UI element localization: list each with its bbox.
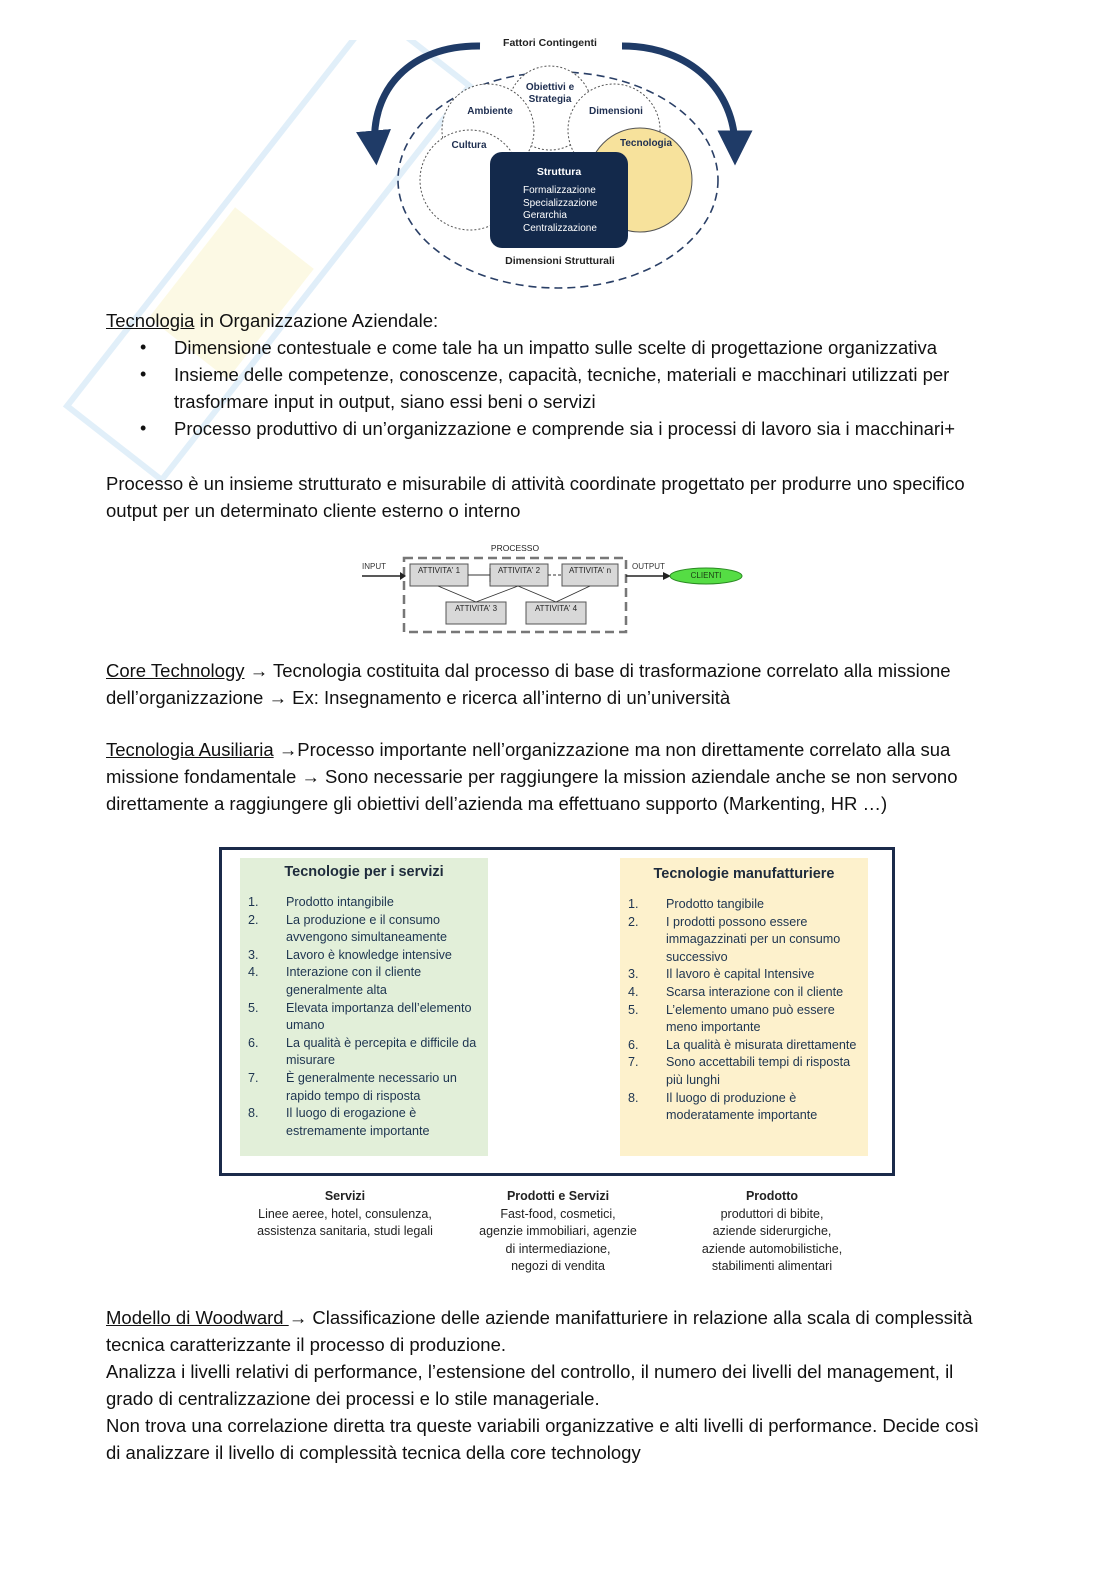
attivita-3-label: ATTIVITA' 3 <box>454 604 498 613</box>
tech-list-item <box>620 1054 868 1089</box>
spectrum-title: Prodotti e Servizi <box>506 1189 610 1203</box>
item-text: Prodotto tangibile <box>666 897 765 911</box>
core-technology-paragraph: Core Technology → Tecnologia costituita dal processo di base di trasformazione correlato alla missione dell’organizzazione → Ex: Insegnamento e ricerca all’interno di un’università <box>106 660 951 708</box>
attivita-1-label: ATTIVITA' 1 <box>417 566 461 575</box>
tech-list-item <box>620 1002 868 1037</box>
item-number: 7. <box>628 1055 639 1070</box>
item-number: 8. <box>248 1106 259 1121</box>
dimensioni-label: Dimensioni <box>589 106 643 117</box>
spectrum-title: Servizi <box>324 1189 366 1203</box>
attivita-n-label: ATTIVITA' n <box>568 566 612 575</box>
manufacturing-title: Tecnologie manufatturiere <box>653 866 835 882</box>
spectrum-servizi: Servizi Linee aeree, hotel, consulenza, assistenza sanitaria, studi legali <box>257 1189 433 1238</box>
item-number: 7. <box>248 1070 259 1085</box>
item-number: 4. <box>628 984 639 999</box>
item-text: Il lavoro è capital Intensive <box>666 967 815 982</box>
item-number: 3. <box>628 967 639 982</box>
process-diagram <box>360 540 760 640</box>
tech-list-item <box>620 1090 868 1125</box>
item-text: Il luogo di produzione è moderatamente importante <box>666 1090 818 1123</box>
obiettivi-label: Obiettivi e Strategia <box>525 82 575 105</box>
attivita-4-label: ATTIVITA' 4 <box>534 604 578 613</box>
item-text: L’elemento umano può essere meno importante <box>666 1002 835 1035</box>
item-text: Sono accettabili tempi di risposta più lunghi <box>666 1055 851 1087</box>
section-tecnologia <box>106 307 1006 442</box>
item-number: 2. <box>248 912 259 927</box>
bullet-item: • Insieme delle competenze, conoscenze, capacità, tecniche, materiali e macchinari utilizzati per trasformare input in output, siano essi beni o servizi <box>106 361 1006 415</box>
bullet-item: • Processo produttivo di un’organizzazione e comprende sia i processi di lavoro sia i macchinari+ <box>106 415 1006 442</box>
item-number: 6. <box>248 1035 259 1050</box>
tech-list-item <box>240 1035 488 1070</box>
item-text: È generalmente necessario un rapido tempo di risposta <box>286 1070 457 1103</box>
item-text: La qualità è misurata direttamente <box>666 1037 857 1052</box>
item-number: 3. <box>248 947 259 962</box>
structure-diagram <box>330 30 770 290</box>
spectrum-title: Prodotto <box>745 1189 799 1203</box>
item-text: Prodotto intangibile <box>286 895 394 909</box>
woodward-paragraph: Modello di Woodward → Classificazione delle aziende manifatturiere in relazione alla scala di complessità tecnica caratterizzante il processo di produzione. Analizza i livelli relativi di performance, l’estensione del controllo, il numero dei livelli del management, il grado di centralizzazione dei processi e lo stile manageriale. Non trova una correlazione diretta tra queste variabili organizzative e alti livelli di performance. Decide così di analizzare il livello di complessità tecnica della core technology <box>106 1307 980 1463</box>
struttura-title: Struttura <box>536 166 582 178</box>
struttura-items <box>523 185 598 235</box>
cultura-label: Cultura <box>451 140 487 151</box>
item-number: 8. <box>628 1090 639 1105</box>
aux-technology-paragraph: Tecnologia Ausiliaria →Processo importante nell’organizzazione ma non direttamente correlato alla sua missione fondamentale → Sono necessarie per raggiungere la mission aziendale anche se non servono direttamente a raggiungere gli obiettivi dell’azienda ma effettuano supporto (Markenting, HR …) <box>106 739 958 814</box>
struttura-item: Centralizzazione <box>523 222 597 234</box>
process-title: PROCESSO <box>490 543 540 553</box>
bullet-item: • Dimensione contestuale e come tale ha un impatto sulle scelte di progettazione organizzativa <box>106 334 1006 361</box>
tech-list-item <box>620 966 868 984</box>
item-number: 1. <box>628 897 639 911</box>
tech-list-item <box>240 912 488 947</box>
tech-list-item <box>620 914 868 967</box>
item-number: 2. <box>628 914 639 929</box>
tech-list-item <box>240 894 488 912</box>
item-number: 4. <box>248 965 259 980</box>
manufacturing-column <box>620 858 868 1156</box>
process-client: CLIENTI <box>690 571 722 580</box>
spectrum-prodotto: Prodotto produttori di bibite, aziende siderurgiche, aziende automobilistiche, stabilimenti alimentari <box>701 1189 843 1273</box>
tech-list-item <box>240 1000 488 1035</box>
tech-comparison-box <box>219 847 895 1176</box>
item-text: La qualità è percepita e difficile da misurare <box>286 1035 477 1068</box>
item-number: 1. <box>248 895 259 909</box>
item-text: I prodotti possono essere immagazzinati per un consumo successivo <box>666 914 841 964</box>
item-text: Elevata importanza dell’elemento umano <box>286 1000 472 1033</box>
fattori-label: Fattori Contingenti <box>503 37 597 49</box>
tecnologia-label: Tecnologia <box>619 138 673 149</box>
services-column <box>240 858 488 1156</box>
item-text: Scarsa interazione con il cliente <box>666 984 844 999</box>
tech-list-item <box>240 1105 488 1140</box>
item-text: Il luogo di erogazione è estremamente importante <box>286 1106 430 1138</box>
item-number: 5. <box>248 1000 259 1015</box>
dimensioni-strutturali-label: Dimensioni Strutturali <box>505 255 615 267</box>
tech-list-item <box>620 1037 868 1055</box>
item-text: Lavoro è knowledge intensive <box>286 947 452 962</box>
process-paragraph: Processo è un insieme strutturato e misurabile di attività coordinate progettato per produrre uno specifico output per un determinato cliente esterno o interno <box>106 473 965 521</box>
item-text: La produzione e il consumo avvengono simultaneamente <box>286 912 448 945</box>
tech-list-item <box>240 947 488 965</box>
item-number: 6. <box>628 1037 639 1052</box>
core-term: Core Technology <box>106 660 245 681</box>
attivita-2-label: ATTIVITA' 2 <box>497 566 541 575</box>
spectrum-prodotti-servizi: Prodotti e Servizi Fast-food, cosmetici, agenzie immobiliari, agenzie di intermediazione, negozi di vendita <box>479 1189 637 1273</box>
item-text: Interazione con il cliente generalmente alta <box>286 965 422 997</box>
process-output: OUTPUT <box>632 562 665 571</box>
tech-list-item <box>620 896 868 914</box>
tech-list-item <box>620 984 868 1002</box>
aux-term: Tecnologia Ausiliaria <box>106 739 274 760</box>
tech-list-item <box>240 1070 488 1105</box>
ambiente-label: Ambiente <box>467 106 513 117</box>
services-title: Tecnologie per i servizi <box>284 864 444 880</box>
struttura-item: Formalizzazione <box>523 185 596 196</box>
item-number: 5. <box>628 1002 639 1017</box>
tech-list-item <box>240 964 488 999</box>
section-title: Tecnologia in Organizzazione Aziendale: <box>106 310 439 331</box>
struttura-item: Gerarchia <box>523 210 567 222</box>
process-input: INPUT <box>362 562 386 571</box>
struttura-item: Specializzazione <box>523 197 598 209</box>
woodward-term: Modello di Woodward <box>106 1307 289 1328</box>
